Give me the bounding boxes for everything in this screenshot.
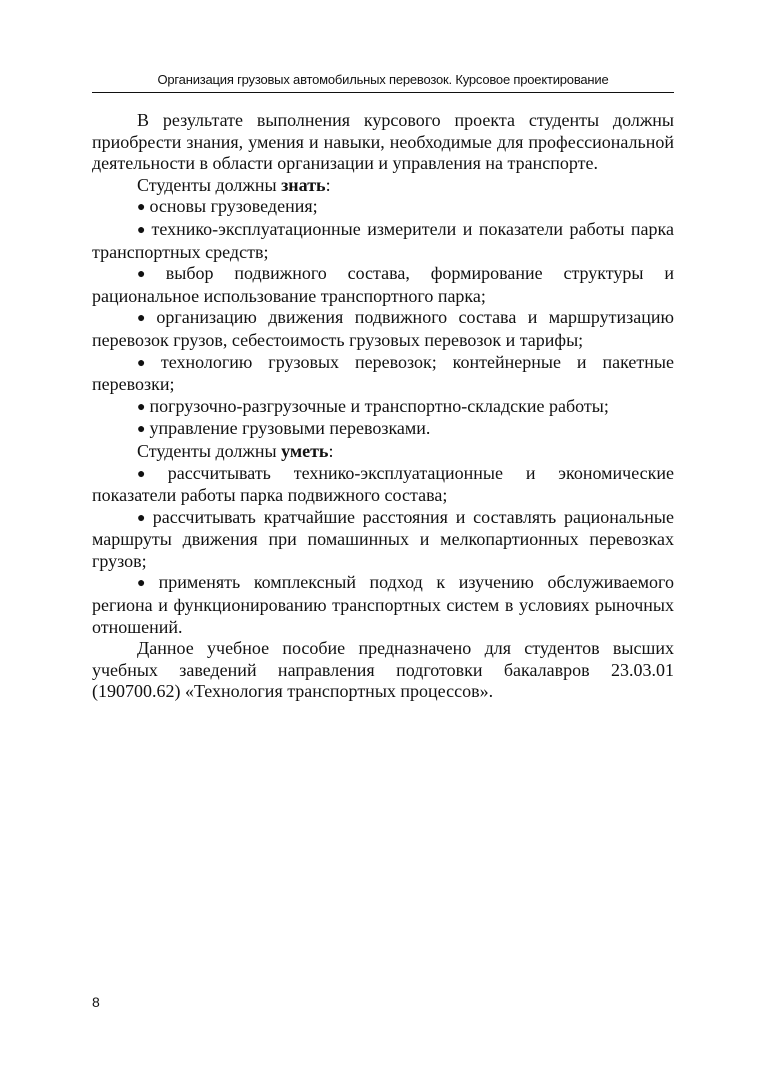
- skill-heading: [92, 441, 674, 463]
- know-keyword: знать: [281, 174, 326, 195]
- bullet-icon: ●: [137, 576, 155, 592]
- bullet-icon: ●: [137, 222, 148, 238]
- bullet-icon: ●: [137, 422, 146, 438]
- skill-keyword: уметь: [281, 440, 329, 461]
- skill-item: ● применять комплексный подход к изучению обслуживаемого региона и функционированию транспортных систем в условиях рыночных отношений.: [92, 572, 674, 637]
- know-colon: :: [325, 174, 331, 195]
- know-item: ● управление грузовыми перевозками.: [137, 418, 431, 439]
- bullet-icon: ●: [137, 510, 149, 526]
- bullet-icon: ●: [137, 355, 157, 371]
- running-header: Организация грузовых автомобильных перевозок. Курсовое проектирование: [157, 72, 609, 87]
- know-lead: Студенты должны: [137, 174, 282, 195]
- know-item: ● технико-эксплуатационные измерители и показатели работы парка транспортных средств;: [92, 218, 674, 262]
- skill-item: ● рассчитывать технико-эксплуатационные и экономические показатели работы парка подвижного состава;: [92, 462, 674, 506]
- bullet-icon: ●: [137, 399, 146, 415]
- skill-colon: :: [328, 440, 334, 461]
- bullet-icon: ●: [137, 200, 146, 216]
- bullet-icon: ●: [137, 267, 162, 283]
- page-number: 8: [92, 994, 100, 1010]
- skill-item: ● рассчитывать кратчайшие расстояния и составлять рациональные маршруты движения при помашинных и мелкопартионных перевозках грузов;: [92, 506, 674, 571]
- know-item: ● выбор подвижного состава, формирование структуры и рациональное использование транспортного парка;: [92, 263, 674, 306]
- closing-paragraph: Данное учебное пособие предназначено для студентов высших учебных заведений направления подготовки бакалавров 23.03.01 (190700.62) «Технология транспортных процессов».: [92, 638, 674, 702]
- bullet-icon: ●: [137, 311, 153, 327]
- know-item: ● погрузочно-разгрузочные и транспортно-складские работы;: [137, 395, 609, 416]
- header-rule: [92, 92, 674, 93]
- know-heading: [92, 175, 674, 197]
- bullet-icon: ●: [137, 466, 164, 482]
- know-item: ● основы грузоведения;: [137, 196, 318, 217]
- skill-lead: Студенты должны: [137, 440, 282, 461]
- intro-paragraph: В результате выполнения курсового проекта студенты должны приобрести знания, умения и навыки, необходимые для профессиональной деятельности в области организации и управления на транспорте.: [92, 110, 674, 174]
- page-content: [92, 110, 674, 703]
- know-item: ● технологию грузовых перевозок; контейнерные и пакетные перевозки;: [92, 351, 674, 395]
- know-item: ● организацию движения подвижного состава и маршрутизацию перевозок грузов, себестоимость грузовых перевозок и тарифы;: [92, 307, 674, 350]
